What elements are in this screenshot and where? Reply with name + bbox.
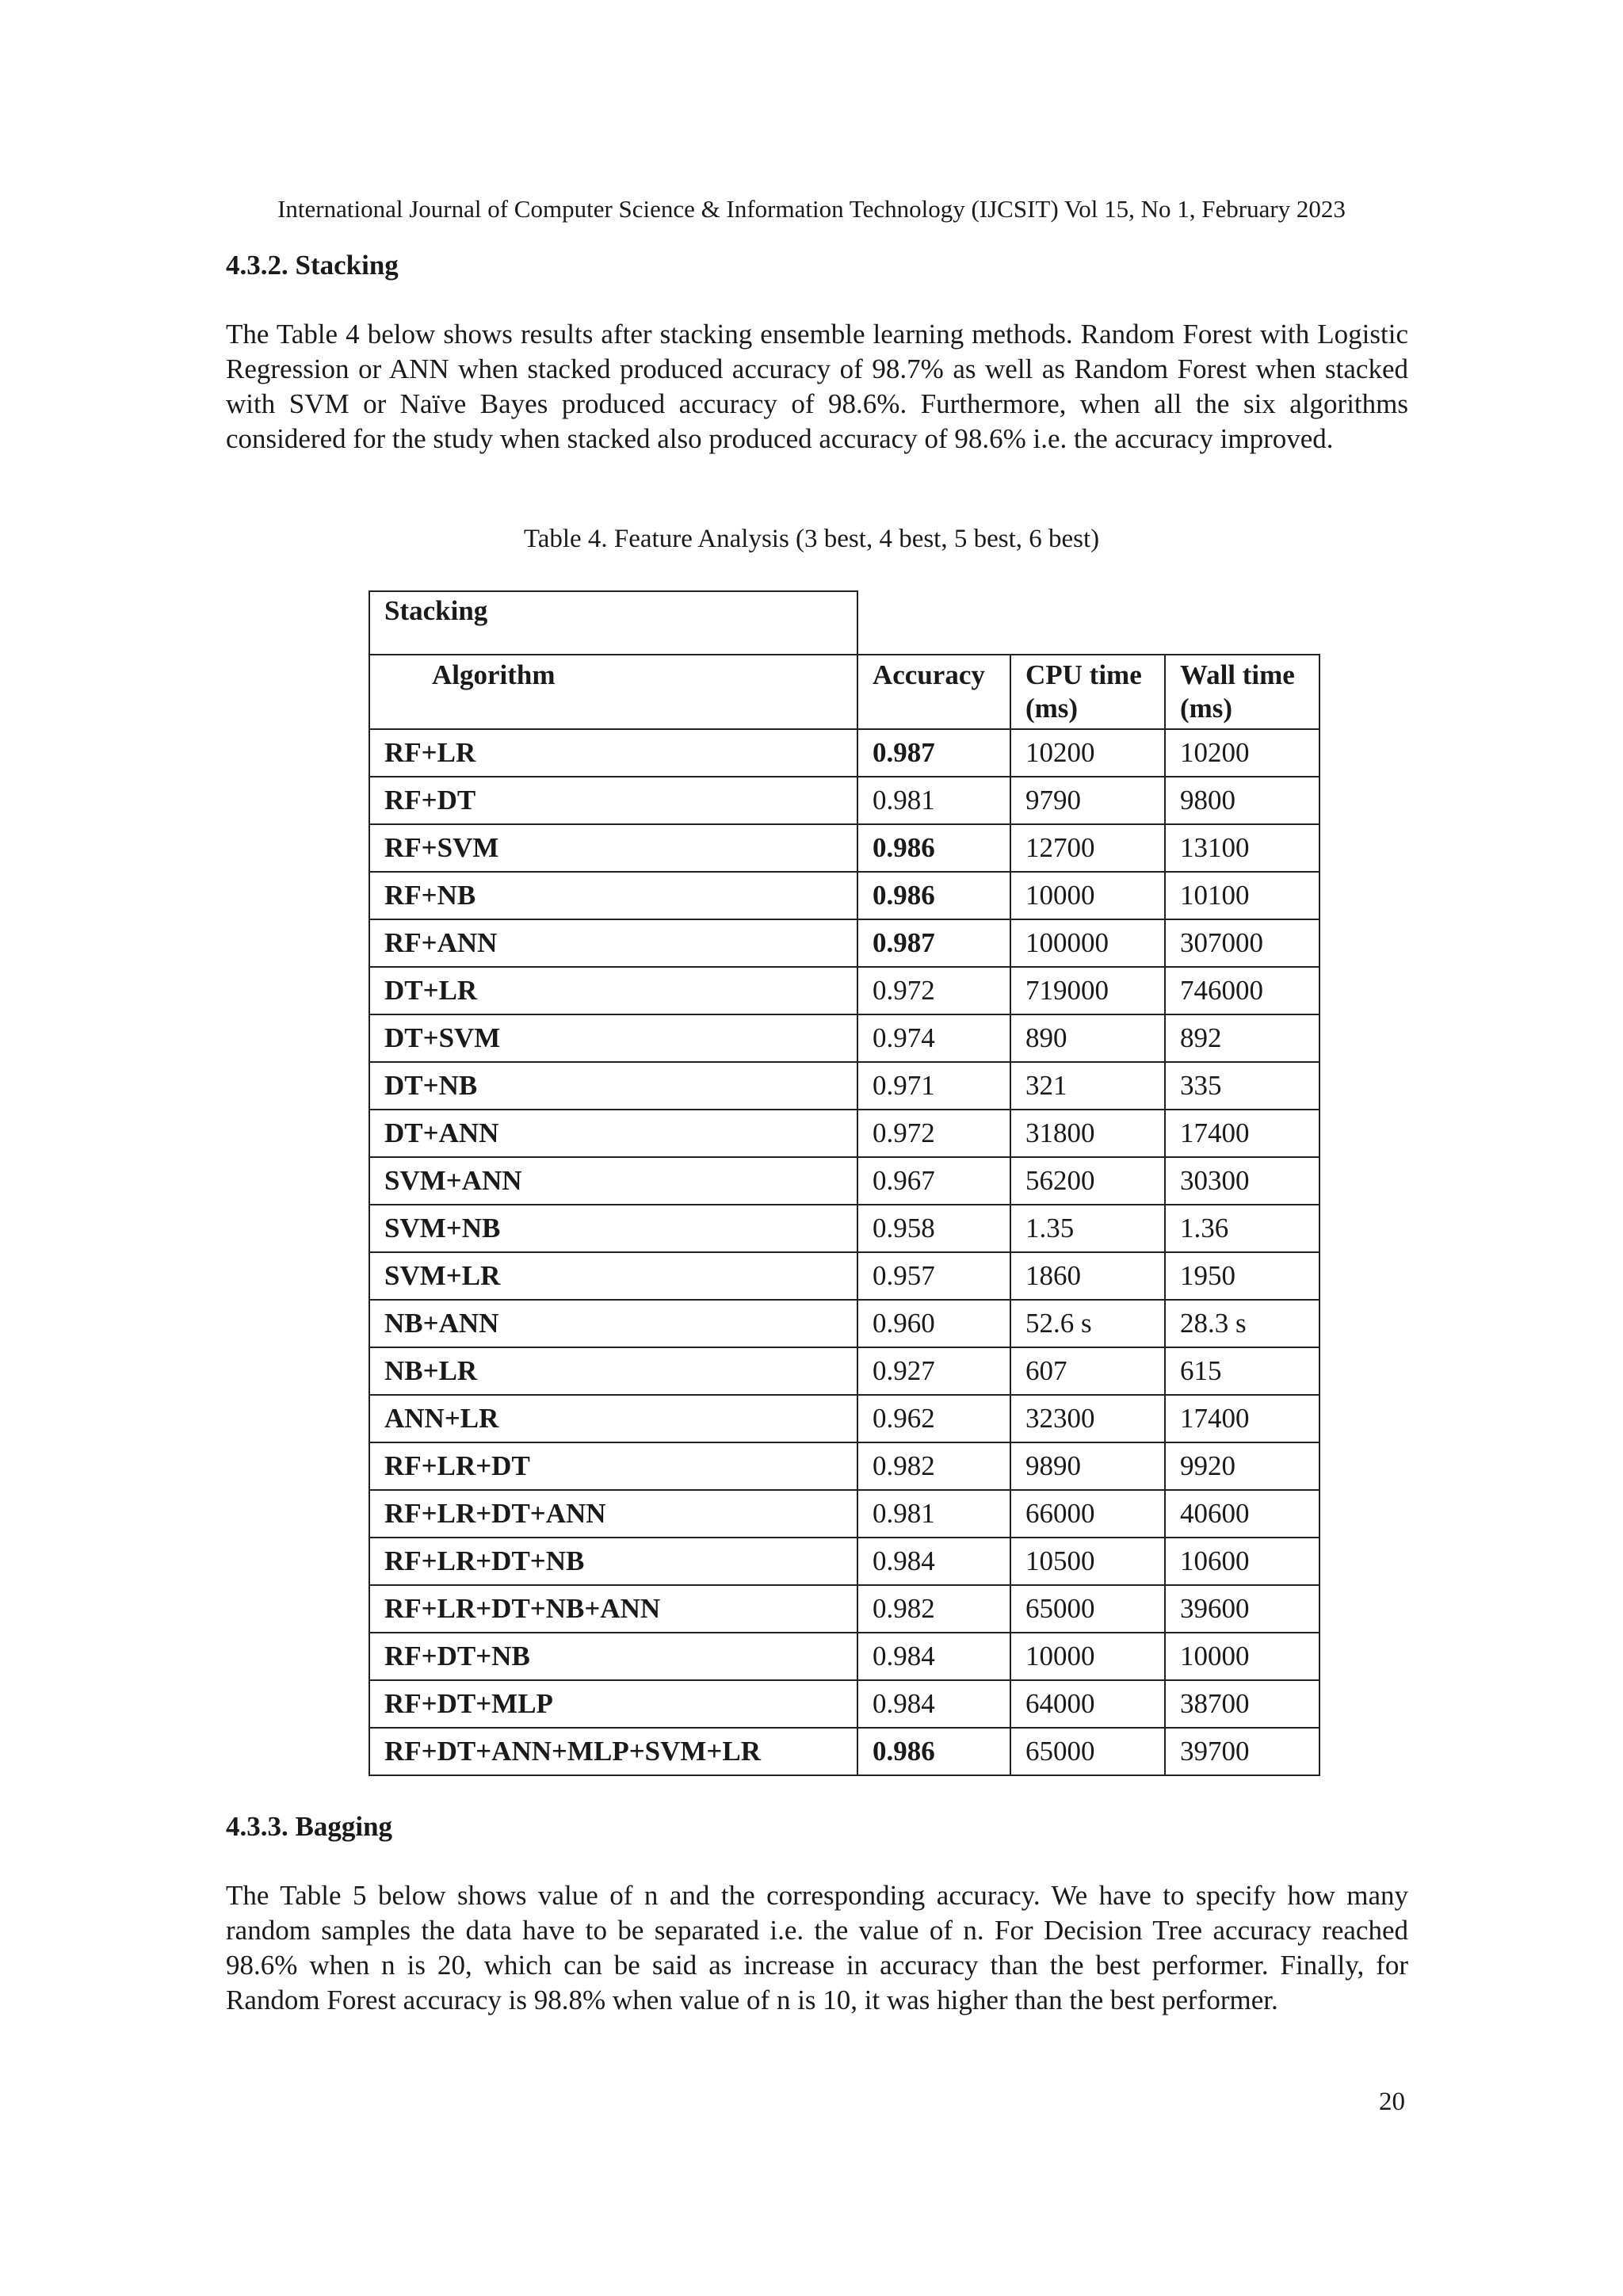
- table-title-row: [369, 591, 1319, 655]
- cell-wall-time: 17400: [1165, 1110, 1319, 1157]
- cell-wall-time: 39700: [1165, 1728, 1319, 1775]
- table-header-row: [369, 655, 1319, 729]
- cell-algorithm: RF+DT+NB: [369, 1633, 857, 1680]
- cell-wall-time: 1.36: [1165, 1205, 1319, 1252]
- cell-algorithm: DT+NB: [369, 1062, 857, 1110]
- cell-cpu-time: 10200: [1010, 729, 1165, 777]
- cell-algorithm: NB+ANN: [369, 1300, 857, 1347]
- cell-wall-time: 1950: [1165, 1252, 1319, 1300]
- table-row: [369, 872, 1319, 919]
- table-row: [369, 729, 1319, 777]
- table-row: [369, 1347, 1319, 1395]
- paragraph-bagging: The Table 5 below shows value of n and the corresponding accuracy. We have to specify how many random samples the data have to be separated i.e. the value of n. For Decision Tree accuracy reached 98.6% when n is 20, which can be said as increase in accuracy than the best performer. Finally, for Random Forest accuracy is 98.8% when value of n is 10, it was higher than the best performer.: [226, 1880, 1408, 2015]
- cell-accuracy: 0.986: [857, 872, 1010, 919]
- cell-accuracy: 0.982: [857, 1585, 1010, 1633]
- cell-algorithm: DT+ANN: [369, 1110, 857, 1157]
- cell-accuracy: 0.987: [857, 919, 1010, 967]
- cell-algorithm: RF+DT+MLP: [369, 1680, 857, 1728]
- cell-accuracy: 0.986: [857, 824, 1010, 872]
- cell-accuracy: 0.972: [857, 1110, 1010, 1157]
- cell-wall-time: 307000: [1165, 919, 1319, 967]
- cell-algorithm: RF+LR+DT+NB: [369, 1538, 857, 1585]
- page-number: 20: [1379, 2088, 1405, 2116]
- cell-algorithm: DT+LR: [369, 967, 857, 1014]
- cell-accuracy: 0.972: [857, 967, 1010, 1014]
- table-row: [369, 1157, 1319, 1205]
- cell-accuracy: 0.984: [857, 1538, 1010, 1585]
- table-row: [369, 1110, 1319, 1157]
- paragraph-stacking: The Table 4 below shows results after stacking ensemble learning methods. Random Forest with Logistic Regression or ANN when stacked produced accuracy of 98.7% as well as Random Forest when stacked with SVM or Naïve Bayes produced accuracy of 98.6%. Furthermore, when all the six algorithms considered for the study when stacked also produced accuracy of 98.6% i.e. the accuracy improved.: [226, 319, 1408, 454]
- cell-wall-time: 9800: [1165, 777, 1319, 824]
- cell-algorithm: SVM+LR: [369, 1252, 857, 1300]
- table-row: [369, 1014, 1319, 1062]
- cell-cpu-time: 52.6 s: [1010, 1300, 1165, 1347]
- cell-accuracy: 0.974: [857, 1014, 1010, 1062]
- cell-cpu-time: 9890: [1010, 1442, 1165, 1490]
- cell-cpu-time: 9790: [1010, 777, 1165, 824]
- header-algorithm: Algorithm: [369, 655, 857, 729]
- table-row: [369, 824, 1319, 872]
- cell-algorithm: SVM+ANN: [369, 1157, 857, 1205]
- cell-cpu-time: 32300: [1010, 1395, 1165, 1442]
- cell-accuracy: 0.981: [857, 777, 1010, 824]
- cell-accuracy: 0.958: [857, 1205, 1010, 1252]
- cell-algorithm: RF+NB: [369, 872, 857, 919]
- cell-algorithm: RF+LR+DT+NB+ANN: [369, 1585, 857, 1633]
- cell-algorithm: RF+DT+ANN+MLP+SVM+LR: [369, 1728, 857, 1775]
- table-row: [369, 1490, 1319, 1538]
- cell-algorithm: RF+LR+DT+ANN: [369, 1490, 857, 1538]
- cell-cpu-time: 100000: [1010, 919, 1165, 967]
- cell-wall-time: 10000: [1165, 1633, 1319, 1680]
- cell-accuracy: 0.987: [857, 729, 1010, 777]
- cell-accuracy: 0.927: [857, 1347, 1010, 1395]
- cell-cpu-time: 65000: [1010, 1728, 1165, 1775]
- table-row: [369, 1585, 1319, 1633]
- table-row: [369, 967, 1319, 1014]
- cell-cpu-time: 10500: [1010, 1538, 1165, 1585]
- cell-cpu-time: 66000: [1010, 1490, 1165, 1538]
- cell-accuracy: 0.962: [857, 1395, 1010, 1442]
- cell-wall-time: 17400: [1165, 1395, 1319, 1442]
- header-wall-time: Wall time (ms): [1165, 655, 1319, 729]
- cell-wall-time: 10200: [1165, 729, 1319, 777]
- cell-accuracy: 0.967: [857, 1157, 1010, 1205]
- cell-wall-time: 38700: [1165, 1680, 1319, 1728]
- cell-cpu-time: 1.35: [1010, 1205, 1165, 1252]
- cell-cpu-time: 1860: [1010, 1252, 1165, 1300]
- table-row: [369, 1062, 1319, 1110]
- journal-header: International Journal of Computer Science & Information Technology (IJCSIT) Vol 15, No 1, February 2023: [277, 195, 1346, 223]
- cell-algorithm: SVM+NB: [369, 1205, 857, 1252]
- table-row: [369, 1300, 1319, 1347]
- cell-cpu-time: 31800: [1010, 1110, 1165, 1157]
- cell-cpu-time: 12700: [1010, 824, 1165, 872]
- table-row: [369, 1728, 1319, 1775]
- cell-cpu-time: 719000: [1010, 967, 1165, 1014]
- cell-wall-time: 615: [1165, 1347, 1319, 1395]
- table-row: [369, 1680, 1319, 1728]
- cell-wall-time: 30300: [1165, 1157, 1319, 1205]
- table-row: [369, 1395, 1319, 1442]
- cell-wall-time: 28.3 s: [1165, 1300, 1319, 1347]
- cell-algorithm: DT+SVM: [369, 1014, 857, 1062]
- section-heading-bagging: 4.3.3. Bagging: [226, 1811, 393, 1842]
- cell-wall-time: 892: [1165, 1014, 1319, 1062]
- cell-wall-time: 40600: [1165, 1490, 1319, 1538]
- table-row: [369, 1205, 1319, 1252]
- cell-wall-time: 335: [1165, 1062, 1319, 1110]
- cell-algorithm: RF+SVM: [369, 824, 857, 872]
- cell-cpu-time: 321: [1010, 1062, 1165, 1110]
- cell-accuracy: 0.986: [857, 1728, 1010, 1775]
- cell-wall-time: 746000: [1165, 967, 1319, 1014]
- header-accuracy: Accuracy: [857, 655, 1010, 729]
- header-cpu-time: CPU time (ms): [1010, 655, 1165, 729]
- cell-algorithm: NB+LR: [369, 1347, 857, 1395]
- cell-cpu-time: 10000: [1010, 872, 1165, 919]
- cell-cpu-time: 56200: [1010, 1157, 1165, 1205]
- cell-wall-time: 10100: [1165, 872, 1319, 919]
- cell-accuracy: 0.982: [857, 1442, 1010, 1490]
- cell-accuracy: 0.981: [857, 1490, 1010, 1538]
- cell-algorithm: RF+LR: [369, 729, 857, 777]
- cell-algorithm: RF+LR+DT: [369, 1442, 857, 1490]
- cell-wall-time: 39600: [1165, 1585, 1319, 1633]
- cell-algorithm: RF+DT: [369, 777, 857, 824]
- table-row: [369, 919, 1319, 967]
- table-title: Stacking: [369, 591, 857, 655]
- cell-accuracy: 0.960: [857, 1300, 1010, 1347]
- cell-cpu-time: 10000: [1010, 1633, 1165, 1680]
- cell-cpu-time: 65000: [1010, 1585, 1165, 1633]
- cell-accuracy: 0.984: [857, 1680, 1010, 1728]
- cell-cpu-time: 890: [1010, 1014, 1165, 1062]
- table-row: [369, 1538, 1319, 1585]
- section-heading-stacking: 4.3.2. Stacking: [226, 250, 399, 281]
- table-row: [369, 1252, 1319, 1300]
- cell-wall-time: 10600: [1165, 1538, 1319, 1585]
- cell-algorithm: ANN+LR: [369, 1395, 857, 1442]
- table-row: [369, 777, 1319, 824]
- cell-accuracy: 0.984: [857, 1633, 1010, 1680]
- cell-cpu-time: 607: [1010, 1347, 1165, 1395]
- cell-algorithm: RF+ANN: [369, 919, 857, 967]
- table-caption: Table 4. Feature Analysis (3 best, 4 best, 5 best, 6 best): [523, 525, 1100, 553]
- cell-wall-time: 13100: [1165, 824, 1319, 872]
- table-row: [369, 1633, 1319, 1680]
- cell-cpu-time: 64000: [1010, 1680, 1165, 1728]
- cell-accuracy: 0.971: [857, 1062, 1010, 1110]
- cell-accuracy: 0.957: [857, 1252, 1010, 1300]
- cell-wall-time: 9920: [1165, 1442, 1319, 1490]
- stacking-table: [369, 590, 1320, 1776]
- table-row: [369, 1442, 1319, 1490]
